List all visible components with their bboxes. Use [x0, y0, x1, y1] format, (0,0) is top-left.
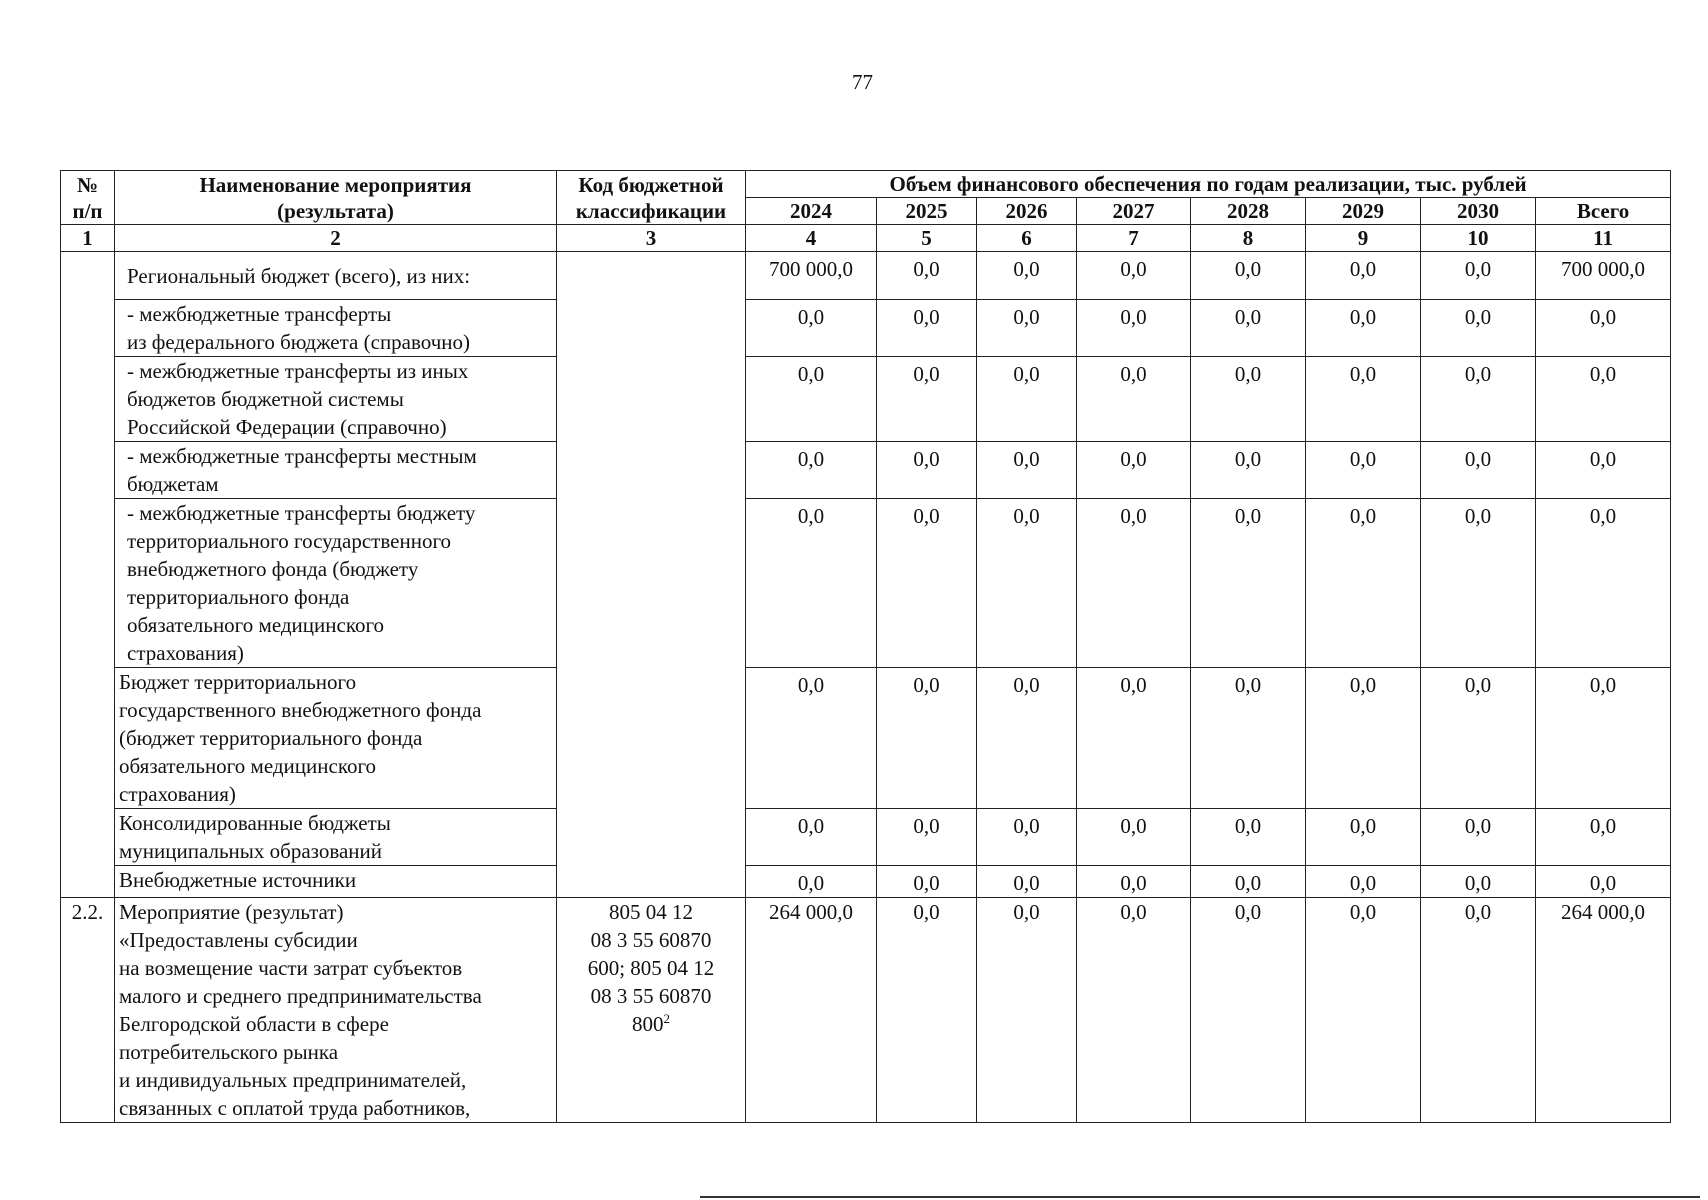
value-cell: 0,0 — [1077, 499, 1191, 668]
row-name-line: бюджетов бюджетной системы — [127, 387, 404, 411]
row-name-line: страхования) — [127, 641, 244, 665]
header-number-line2: п/п — [72, 198, 103, 223]
row-name-line: - межбюджетные трансферты из иных — [127, 359, 469, 383]
value-cell: 0,0 — [877, 898, 977, 1123]
value-cell: 0,0 — [1191, 442, 1306, 499]
row-name-line: внебюджетного фонда (бюджету — [127, 557, 419, 581]
value-cell: 0,0 — [877, 668, 977, 809]
value-cell: 0,0 — [1306, 499, 1421, 668]
table-row — [61, 442, 1671, 499]
header-colnum-0: 1 — [61, 225, 115, 252]
value-cell: 0,0 — [1077, 357, 1191, 442]
value-cell: 0,0 — [977, 499, 1077, 668]
row-name-line: территориального государственного — [127, 529, 452, 553]
value-cell: 0,0 — [977, 668, 1077, 809]
row-name-line: территориального фонда — [127, 585, 350, 609]
value-cell: 0,0 — [1536, 442, 1671, 499]
value-cell: 0,0 — [877, 252, 977, 300]
header-funding-group: Объем финансового обеспечения по годам реализации, тыс. рублей — [746, 171, 1671, 198]
header-colnum-4: 5 — [877, 225, 977, 252]
value-cell: 0,0 — [1421, 809, 1536, 866]
value-cell: 0,0 — [1077, 442, 1191, 499]
footnote-marker: 2 — [663, 1011, 670, 1026]
value-cell: 0,0 — [1421, 357, 1536, 442]
measure-code-last-line — [561, 1010, 741, 1038]
row-name-line: из федерального бюджета (справочно) — [127, 330, 471, 354]
header-year-5: 2029 — [1306, 198, 1421, 225]
table-row — [61, 809, 1671, 866]
value-cell: 0,0 — [1191, 300, 1306, 357]
value-cell: 0,0 — [1306, 357, 1421, 442]
value-cell: 0,0 — [1306, 668, 1421, 809]
value-cell: 0,0 — [1536, 300, 1671, 357]
measure-name-line: на возмещение части затрат субъектов — [119, 956, 463, 980]
measure-name-line: и индивидуальных предпринимателей, — [119, 1068, 467, 1092]
table-row — [61, 866, 1671, 898]
row-name — [115, 809, 557, 866]
header-number — [61, 171, 115, 225]
row-name — [115, 252, 557, 300]
row-index-empty — [61, 252, 115, 898]
value-cell: 0,0 — [877, 499, 977, 668]
value-cell: 0,0 — [1191, 809, 1306, 866]
header-colnum-10: 11 — [1536, 225, 1671, 252]
value-cell: 0,0 — [1306, 809, 1421, 866]
header-colnum-7: 8 — [1191, 225, 1306, 252]
header-year-0: 2024 — [746, 198, 877, 225]
value-cell: 0,0 — [877, 809, 977, 866]
value-cell: 0,0 — [746, 668, 877, 809]
row-name-line: страхования) — [119, 782, 236, 806]
row-name-line: Российской Федерации (справочно) — [127, 415, 447, 439]
value-cell: 0,0 — [1536, 809, 1671, 866]
measure-code-last: 800 — [632, 1012, 664, 1036]
header-colnum-6: 7 — [1077, 225, 1191, 252]
header-colnum-1: 2 — [115, 225, 557, 252]
value-cell: 0,0 — [877, 357, 977, 442]
table-row — [61, 252, 1671, 300]
row-name — [115, 442, 557, 499]
row-name-line: Региональный бюджет (всего), из них: — [127, 263, 471, 288]
header-number-line1: № — [76, 172, 99, 197]
value-cell: 0,0 — [1306, 300, 1421, 357]
value-cell: 0,0 — [1306, 252, 1421, 300]
value-cell: 264 000,0 — [1536, 898, 1671, 1123]
measure-name — [115, 898, 557, 1123]
value-cell: 0,0 — [977, 357, 1077, 442]
row-name-line: Консолидированные бюджеты — [119, 811, 391, 835]
value-cell: 0,0 — [1077, 668, 1191, 809]
value-cell: 0,0 — [1536, 668, 1671, 809]
value-cell: 0,0 — [977, 866, 1077, 898]
value-cell: 0,0 — [977, 442, 1077, 499]
value-cell: 0,0 — [1191, 499, 1306, 668]
bottom-rule — [700, 1196, 1700, 1198]
value-cell: 0,0 — [877, 866, 977, 898]
table-row — [61, 300, 1671, 357]
measure-code-line: 08 3 55 60870 — [590, 984, 712, 1008]
value-cell: 0,0 — [1306, 898, 1421, 1123]
value-cell: 0,0 — [977, 898, 1077, 1123]
row-name-line: Внебюджетные источники — [119, 868, 357, 892]
measure-code-line: 600; 805 04 12 — [587, 956, 715, 980]
financing-table — [60, 170, 1671, 1123]
value-cell: 0,0 — [1077, 809, 1191, 866]
value-cell: 0,0 — [746, 442, 877, 499]
header-year-6: 2030 — [1421, 198, 1536, 225]
table-row — [61, 499, 1671, 668]
measure-name-line: потребительского рынка — [119, 1040, 339, 1064]
header-name-line1: Наименование мероприятия — [199, 172, 472, 197]
row-name-line: муниципальных образований — [119, 839, 382, 863]
value-cell: 0,0 — [746, 300, 877, 357]
header-code — [557, 171, 746, 225]
value-cell: 0,0 — [877, 300, 977, 357]
value-cell: 0,0 — [1077, 866, 1191, 898]
header-name — [115, 171, 557, 225]
value-cell: 0,0 — [1421, 252, 1536, 300]
row-name-line: (бюджет территориального фонда — [119, 726, 423, 750]
value-cell: 0,0 — [1306, 442, 1421, 499]
row-name-line: обязательного медицинского — [119, 754, 377, 778]
row-name-line: - межбюджетные трансферты местным — [127, 444, 477, 468]
value-cell: 0,0 — [1421, 866, 1536, 898]
measure-code — [557, 898, 746, 1123]
value-cell: 0,0 — [1421, 499, 1536, 668]
row-name — [115, 499, 557, 668]
table-row — [61, 357, 1671, 442]
row-name-line: - межбюджетные трансферты — [127, 302, 392, 326]
value-cell: 0,0 — [1536, 866, 1671, 898]
value-cell: 0,0 — [1536, 357, 1671, 442]
value-cell: 0,0 — [1421, 442, 1536, 499]
row-name — [115, 668, 557, 809]
value-cell: 0,0 — [1421, 898, 1536, 1123]
row-name-line: Бюджет территориального — [119, 670, 357, 694]
value-cell: 0,0 — [977, 809, 1077, 866]
measure-code-line: 805 04 12 — [609, 900, 693, 924]
row-name-line: - межбюджетные трансферты бюджету — [127, 501, 476, 525]
value-cell: 0,0 — [1191, 357, 1306, 442]
header-code-line1: Код бюджетной — [578, 172, 724, 197]
measure-name-line: Белгородской области в сфере — [119, 1012, 389, 1036]
row-name-line: обязательного медицинского — [127, 613, 385, 637]
row-name-line: бюджетам — [127, 472, 219, 496]
measure-name-line: малого и среднего предпринимательства — [119, 984, 482, 1008]
value-cell: 0,0 — [1191, 898, 1306, 1123]
measure-name-line: Мероприятие (результат) — [119, 900, 344, 924]
measure-code-line: 08 3 55 60870 — [590, 928, 712, 952]
value-cell: 264 000,0 — [746, 898, 877, 1123]
value-cell: 0,0 — [746, 809, 877, 866]
value-cell: 0,0 — [877, 442, 977, 499]
row-name — [115, 300, 557, 357]
row-code-empty — [557, 252, 746, 898]
header-colnum-8: 9 — [1306, 225, 1421, 252]
value-cell: 0,0 — [746, 866, 877, 898]
value-cell: 0,0 — [1306, 866, 1421, 898]
measure-row — [61, 898, 1671, 1123]
header-colnum-2: 3 — [557, 225, 746, 252]
header-colnum-9: 10 — [1421, 225, 1536, 252]
value-cell: 700 000,0 — [746, 252, 877, 300]
header-colnum-5: 6 — [977, 225, 1077, 252]
value-cell: 0,0 — [746, 499, 877, 668]
value-cell: 700 000,0 — [1536, 252, 1671, 300]
header-year-2: 2026 — [977, 198, 1077, 225]
header-year-1: 2025 — [877, 198, 977, 225]
value-cell: 0,0 — [1191, 668, 1306, 809]
header-name-line2: (результата) — [277, 198, 394, 223]
value-cell: 0,0 — [1077, 898, 1191, 1123]
value-cell: 0,0 — [1421, 300, 1536, 357]
measure-name-line: «Предоставлены субсидии — [119, 928, 358, 952]
header-colnum-3: 4 — [746, 225, 877, 252]
value-cell: 0,0 — [977, 252, 1077, 300]
page-number: 77 — [852, 70, 873, 94]
header-year-4: 2028 — [1191, 198, 1306, 225]
value-cell: 0,0 — [977, 300, 1077, 357]
value-cell: 0,0 — [746, 357, 877, 442]
value-cell: 0,0 — [1421, 668, 1536, 809]
row-name — [115, 357, 557, 442]
header-year-7: Всего — [1536, 198, 1671, 225]
row-name — [115, 866, 557, 898]
measure-name-line: связанных с оплатой труда работников, — [119, 1096, 471, 1120]
table-row — [61, 668, 1671, 809]
header-code-line2: классификации — [575, 198, 727, 223]
value-cell: 0,0 — [1077, 300, 1191, 357]
row-name-line: государственного внебюджетного фонда — [119, 698, 482, 722]
value-cell: 0,0 — [1077, 252, 1191, 300]
value-cell: 0,0 — [1191, 866, 1306, 898]
value-cell: 0,0 — [1191, 252, 1306, 300]
value-cell: 0,0 — [1536, 499, 1671, 668]
measure-index: 2.2. — [61, 898, 115, 1123]
header-year-3: 2027 — [1077, 198, 1191, 225]
